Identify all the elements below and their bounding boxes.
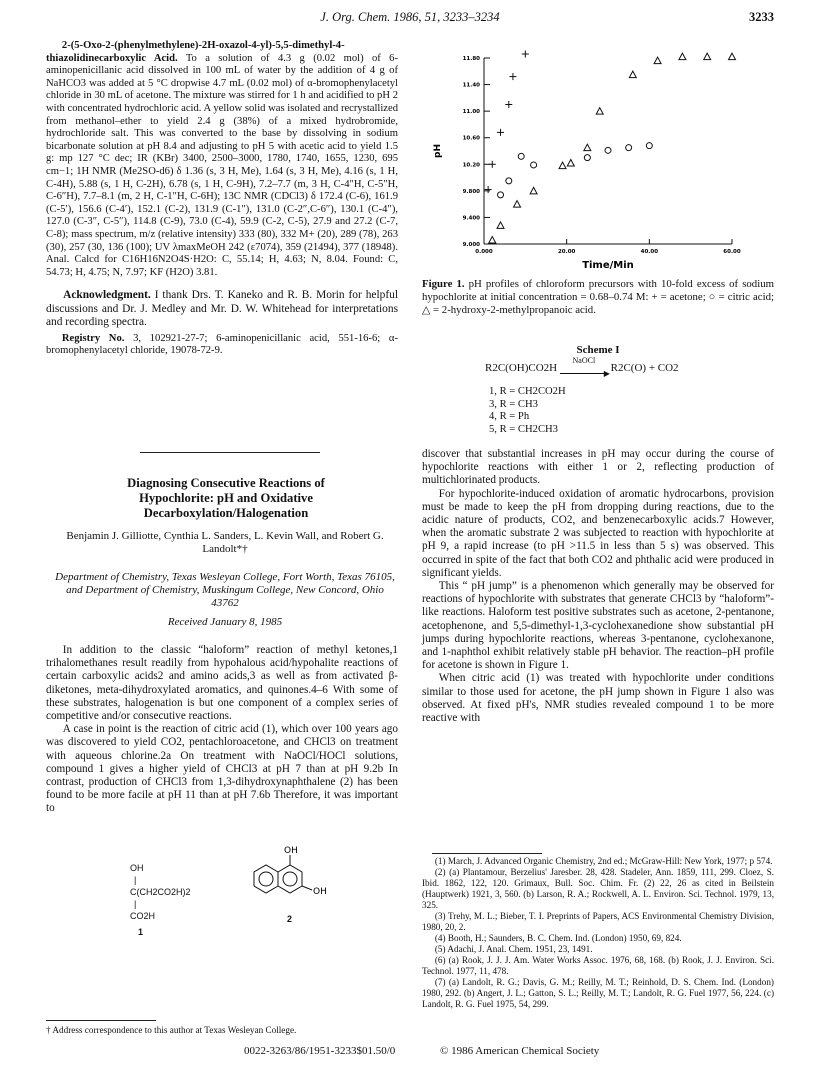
citric-acid-point <box>498 192 504 198</box>
right-paragraph-4: When citric acid (1) was treated with hypochlorite under conditions similar to those used for acetone, the pH jump shown in Figure 1 also was observed. At fixed pH's, NMR studies revealed compound 1 to be more reactive with <box>422 672 774 725</box>
acetone-point <box>522 51 529 58</box>
references <box>422 856 774 1010</box>
hydroxy-acid-point <box>629 71 636 78</box>
acetone-point <box>509 73 516 80</box>
hydroxy-acid-point <box>596 108 603 115</box>
scheme-r-line: 1, R = CH2CO2H <box>489 386 566 397</box>
figure-1-caption <box>422 278 774 316</box>
structure-1-oh: OH <box>130 863 144 873</box>
acetone-point <box>505 101 512 108</box>
acknowledgment <box>46 289 398 329</box>
reference-item: (4) Booth, H.; Saunders, B. C. Chem. Ind. (London) 1950, 69, 824. <box>434 933 682 943</box>
scheme-reaction <box>485 356 775 378</box>
figure-1-chart <box>422 48 774 278</box>
reference-item: (2) (a) Plantamour, Berzelius' Jaresber. 28, 428. Stadeler, Ann. 1859, 111, 299. Cloez, S. Ibid. 1862, 122, 120. Grimaux, Bull. Soc. Chim. Fr. (2) 22, 26 as cited in Beilstein (Hauptwerk) 1921, 3, 560. (b) Larson, R. A.; Rockwell, A. L. Environ. Sci. Technol. 1979, 13, 325. <box>422 867 774 910</box>
reference-item: (6) (a) Rook, J. J. J. Am. Water Works Assoc. 1976, 68, 168. (b) Rook, J. J. Environ. Sci. Technol. 1977, 11, 478. <box>422 955 774 976</box>
acknowledgment-heading: Acknowledgment. <box>63 289 151 302</box>
citric-acid-point <box>605 147 611 153</box>
right-column-body <box>422 448 774 725</box>
y-tick-label: 9.800 <box>462 188 480 195</box>
scheme-r-line: 4, R = Ph <box>489 411 530 422</box>
structure-2-oh-top: OH <box>284 846 298 856</box>
hydroxy-acid-point <box>559 162 566 169</box>
reference-item: (1) March, J. Advanced Organic Chemistry, 2nd ed.; McGraw-Hill: New York, 1977; p 574. <box>434 856 773 866</box>
registry <box>46 333 398 358</box>
registry-body: 3, 102921-27-7; 6-aminopenicillanic acid, 551-16-6; α-bromophenylacetyl chloride, 19078-72-9. <box>46 332 398 357</box>
running-header: J. Org. Chem. 1986, 51, 3233–3234 <box>320 10 500 24</box>
registry-heading: Registry No. <box>61 332 125 344</box>
scheme-reactant: R2C(OH)CO2H <box>485 362 558 374</box>
y-axis-title: pH <box>433 144 443 158</box>
right-paragraph-1: discover that substantial increases in pH may occur during the course of hypochlorite reactions with either 1 or 2, reflecting production of multichlorinated products. <box>422 448 774 487</box>
article-title: Diagnosing Consecutive Reactions of Hypochlorite: pH and Oxidative Decarboxylation/Halogenation <box>127 476 325 520</box>
dagger-footnote: † Address correspondence to this author at Texas Wesleyan College. <box>46 1025 297 1035</box>
reference-item: (3) Trehy, M. L.; Bieber, T. I. Preprints of Papers, ACS Environmental Chemistry Division, 1980, 20, 2. <box>422 911 774 932</box>
intro-paragraph-1: In addition to the classic “haloform” reaction of methyl ketones,1 trihalomethanes result readily from hypohalous acid/hypohalite reactions of certain carboxylic acids2 and amino acids,3 as well as from activated β-diketones, meta-dihydroxylated aromatics, and quinones.4–6 With some of these substrates, halogenation is but one component of a complex series of competitive and/or consecutive reactions. <box>46 644 398 723</box>
hydroxy-acid-point <box>679 53 686 60</box>
scheme-title: Scheme I <box>576 344 620 356</box>
x-tick-label: 0.000 <box>475 249 493 255</box>
y-tick-label: 11.80 <box>462 56 480 62</box>
references-rule <box>432 853 542 854</box>
y-tick-label: 10.20 <box>462 162 480 169</box>
naphthalene-ring-left <box>254 865 278 893</box>
scheme-r-line: 5, R = CH2CH3 <box>489 423 558 435</box>
intro-paragraph-2: A case in point is the reaction of citric acid (1), which over 100 years ago was discovered to yield CO2, pentachloroacetone, and CHCl3 on treatment with aqueous chlorine.2a On treatment with NaOCl/HOCl solutions, compound 1 gives a higher yield of CHCl3 at pH 7 than at pH 9.2b In contrast, production of CHCl3 from 1,3-dihydroxynaphthalene (2) has been found to be more facile at pH 11 than at pH 7.6b Therefore, it was important to <box>46 723 398 815</box>
citric-acid-point <box>518 153 524 159</box>
structure-1-label: 1 <box>138 927 144 937</box>
hydroxy-acid-point <box>584 144 591 151</box>
x-tick-label: 60.00 <box>723 249 741 255</box>
y-tick-label: 11.40 <box>462 82 480 89</box>
figure-caption-head: Figure 1. <box>422 278 465 290</box>
scheme-r-list <box>489 386 566 436</box>
acetone-point <box>489 161 496 168</box>
citric-acid-point <box>626 145 632 151</box>
aromatic-circle-right <box>283 872 297 886</box>
experimental-body: To a solution of 4.3 g (0.02 mol) of 6-aminopenicillanic acid dissolved in 100 mL of water by the addition of 4 g of NaHCO3 was added at 5 °C dropwise 4.7 mL (0.02 mol) of α-bromophenylacetyl chloride in 30 mL of acetone. The mixture was stirred for 1 h and acidified to pH 2 with concentrated hydrochloric acid. A yellow solid was isolated and recrystallized from methanol–ether to yield 2.4 g (38%) of a mixed hydrobromide, hydrochloride salt. This was converted to the base by dissolving in sodium bicarbonate solution at pH 8.4 and adjusting to pH 5 with acetic acid to yield 1.5 g: mp 127 °C dec; IR (KBr) 3400, 2500–3000, 1780, 1740, 1655, 1230, 695 cm−1; 1H NMR (Me2SO-d6) δ 1.36 (s, 3 H, Me), 1.64 (s, 3 H, Me), 4.16 (s, 1 H, C-4H), 5.88 (s, 1 H, C-2H), 6.78 (s, 1 H, C-9H), 7.2–7.7 (m, 3 H, C-4″H, C-5″H, C-6″H), 7.7–8.1 (m, 2 H, C-1″H, C-6H); 13C NMR (CDCl3) δ 172.4 (C-6), 161.9 (C-5′), 156.6 (C-4′), 152.1 (C-2), 131.9 (C-1″), 131.0 (C-2″,C-6″), 130.1 (C-4″), 127.0 (C-3″, C-5″), 114.8 (C-9), 73.0 (C-4), 59.9 (C-2, C-5), 27.9 and 27.2 (C-7, C-8); mass spectrum, m/z (relative intensity) 333 (80), 332 M+ (20), 289 (78), 263 (30), 257 (30, 136 (100); UV λmaxMeOH 242 (ε7074), 359 (21494), 377 (18948). Anal. Calcd for C16H16N2O4S·H2O: C, 55.14; H, 4.63; N, 8.04. Found: C, 54.73; H, 4.75; N, 7.97; KF (H2O) 3.81. <box>46 52 398 278</box>
footnote-rule <box>46 1020 156 1021</box>
acetone-point <box>497 129 504 136</box>
aromatic-circle-left <box>259 872 273 886</box>
y-tick-label: 10.60 <box>462 135 480 142</box>
reaction-arrow: NaOCl ▶ <box>560 365 608 374</box>
acetone-point <box>485 186 492 193</box>
figure-caption-body: pH profiles of chloroform precursors with 10-fold excess of sodium hypochlorite at initial concentration = 0.68–0.74 M: + = acetone; ○ = citric acid; △ = 2-hydroxy-2-methylpropanoic acid. <box>422 278 774 316</box>
x-tick-label: 40.00 <box>640 249 659 255</box>
x-axis-title: Time/Min <box>582 260 634 271</box>
hydroxy-acid-point <box>489 237 496 244</box>
x-tick-label: 20.00 <box>557 249 576 255</box>
citric-acid-point <box>646 143 652 149</box>
reference-item: (7) (a) Landolt, R. G.; Davis, G. M.; Reilly, M. T.; Reinhold, D. S. Chem. Ind. (London) 1980, 292. (b) Angert, J. L.; Gatton, S. L.; Reilly, M. T.; Landolt, R. G. Fuel 1977, 56, 224. (c) Landolt, R. G. Fuel 1975, 54, 299. <box>422 977 774 1009</box>
scheme-product: R2C(O) + CO2 <box>610 362 679 374</box>
reference-item: (5) Adachi, J. Anal. Chem. 1951, 23, 1491. <box>434 944 593 954</box>
hydroxy-acid-point <box>497 222 504 229</box>
experimental-paragraph <box>46 40 398 279</box>
right-paragraph-3: This “ pH jump” is a phenomenon which generally may be observed for reactions of hypochlorite with substrates that generate CHCl3 by “haloform”-like reactions. Haloform test positive substrates such as acetone, 2-pentanone, acetophenone, and 5,5-dimethyl-1,3-cyclohexanedione show substantial pH jumps during hypochlorite reactions, whereas 3-pentanone, cyclohexanone, and 1-naphthol exhibit relatively stable pH behavior. The reaction–pH profile for acetone is shown in Figure 1. <box>422 580 774 672</box>
oh-bond-right <box>302 886 312 890</box>
hydroxy-acid-point <box>729 53 736 60</box>
structure-2-drawing <box>232 846 350 916</box>
received-date: Received January 8, 1985 <box>167 616 283 628</box>
structure-1: OH | C(CH2CO2H)2 | CO2H 1 <box>130 863 191 937</box>
right-paragraph-2: For hypochlorite-induced oxidation of aromatic hydrocarbons, provision must be made to keep the pH from dropping during reactions, due to the acidic nature of products, CO2, and benzenecarboxylic acids.7 However, when the aromatic substrate 2 was subjected to reaction with hypochlorite at pH 9, a rapid increase (to pH >11.5 in less than 5 s) was observed. This occurred in spite of the fact that both CO2 and phthalic acid were produced in significant yields. <box>422 487 774 579</box>
scheme-r-line: 3, R = CH3 <box>489 398 538 410</box>
section-divider <box>140 452 320 453</box>
citric-acid-point <box>506 178 512 184</box>
y-tick-label: 9.400 <box>462 215 480 222</box>
citric-acid-point <box>584 155 590 161</box>
hydroxy-acid-point <box>514 201 521 208</box>
y-tick-label: 9.000 <box>462 242 480 248</box>
y-tick-label: 11.00 <box>462 109 480 116</box>
hydroxy-acid-point <box>654 57 661 64</box>
scheme-reagent: NaOCl <box>572 356 596 365</box>
structure-2-label: 2 <box>287 914 293 924</box>
page-number: 3233 <box>749 10 774 24</box>
footer-copyright: © 1986 American Chemical Society <box>440 1045 600 1057</box>
acknowledgment-body: I thank Drs. T. Kaneko and R. B. Morin for helpful discussions and Dr. J. Medley and Mr. D. W. Whitehead for interpretations and recording spectra. <box>46 289 398 329</box>
left-column-top <box>46 40 398 358</box>
article-authors: Benjamin J. Gilliotte, Cynthia L. Sanders, L. Kevin Wall, and Robert G. Landolt*† <box>66 530 384 555</box>
structure-2-oh-right: OH <box>313 887 327 897</box>
article-intro <box>46 644 398 816</box>
hydroxy-acid-point <box>530 187 537 194</box>
hydroxy-acid-point <box>567 159 574 166</box>
footer-code: 0022-3263/86/1951-3233$01.50/0 <box>244 1045 396 1057</box>
article-affiliation: Department of Chemistry, Texas Wesleyan College, Fort Worth, Texas 76105, and Department of Chemistry, Muskingum College, New Concord, Ohio 43762 <box>55 571 395 609</box>
compound-title: 2-(5-Oxo-2-(phenylmethylene)-2H-oxazol-4-yl)-5,5-dimethyl-4-thiazolidinecarboxylic Acid. <box>46 40 345 64</box>
structure-1-center: C(CH2CO2H)2 <box>130 887 191 897</box>
citric-acid-point <box>531 162 537 168</box>
naphthalene-ring-right <box>278 865 302 893</box>
structure-1-co2h: CO2H <box>130 911 156 921</box>
hydroxy-acid-point <box>704 53 711 60</box>
